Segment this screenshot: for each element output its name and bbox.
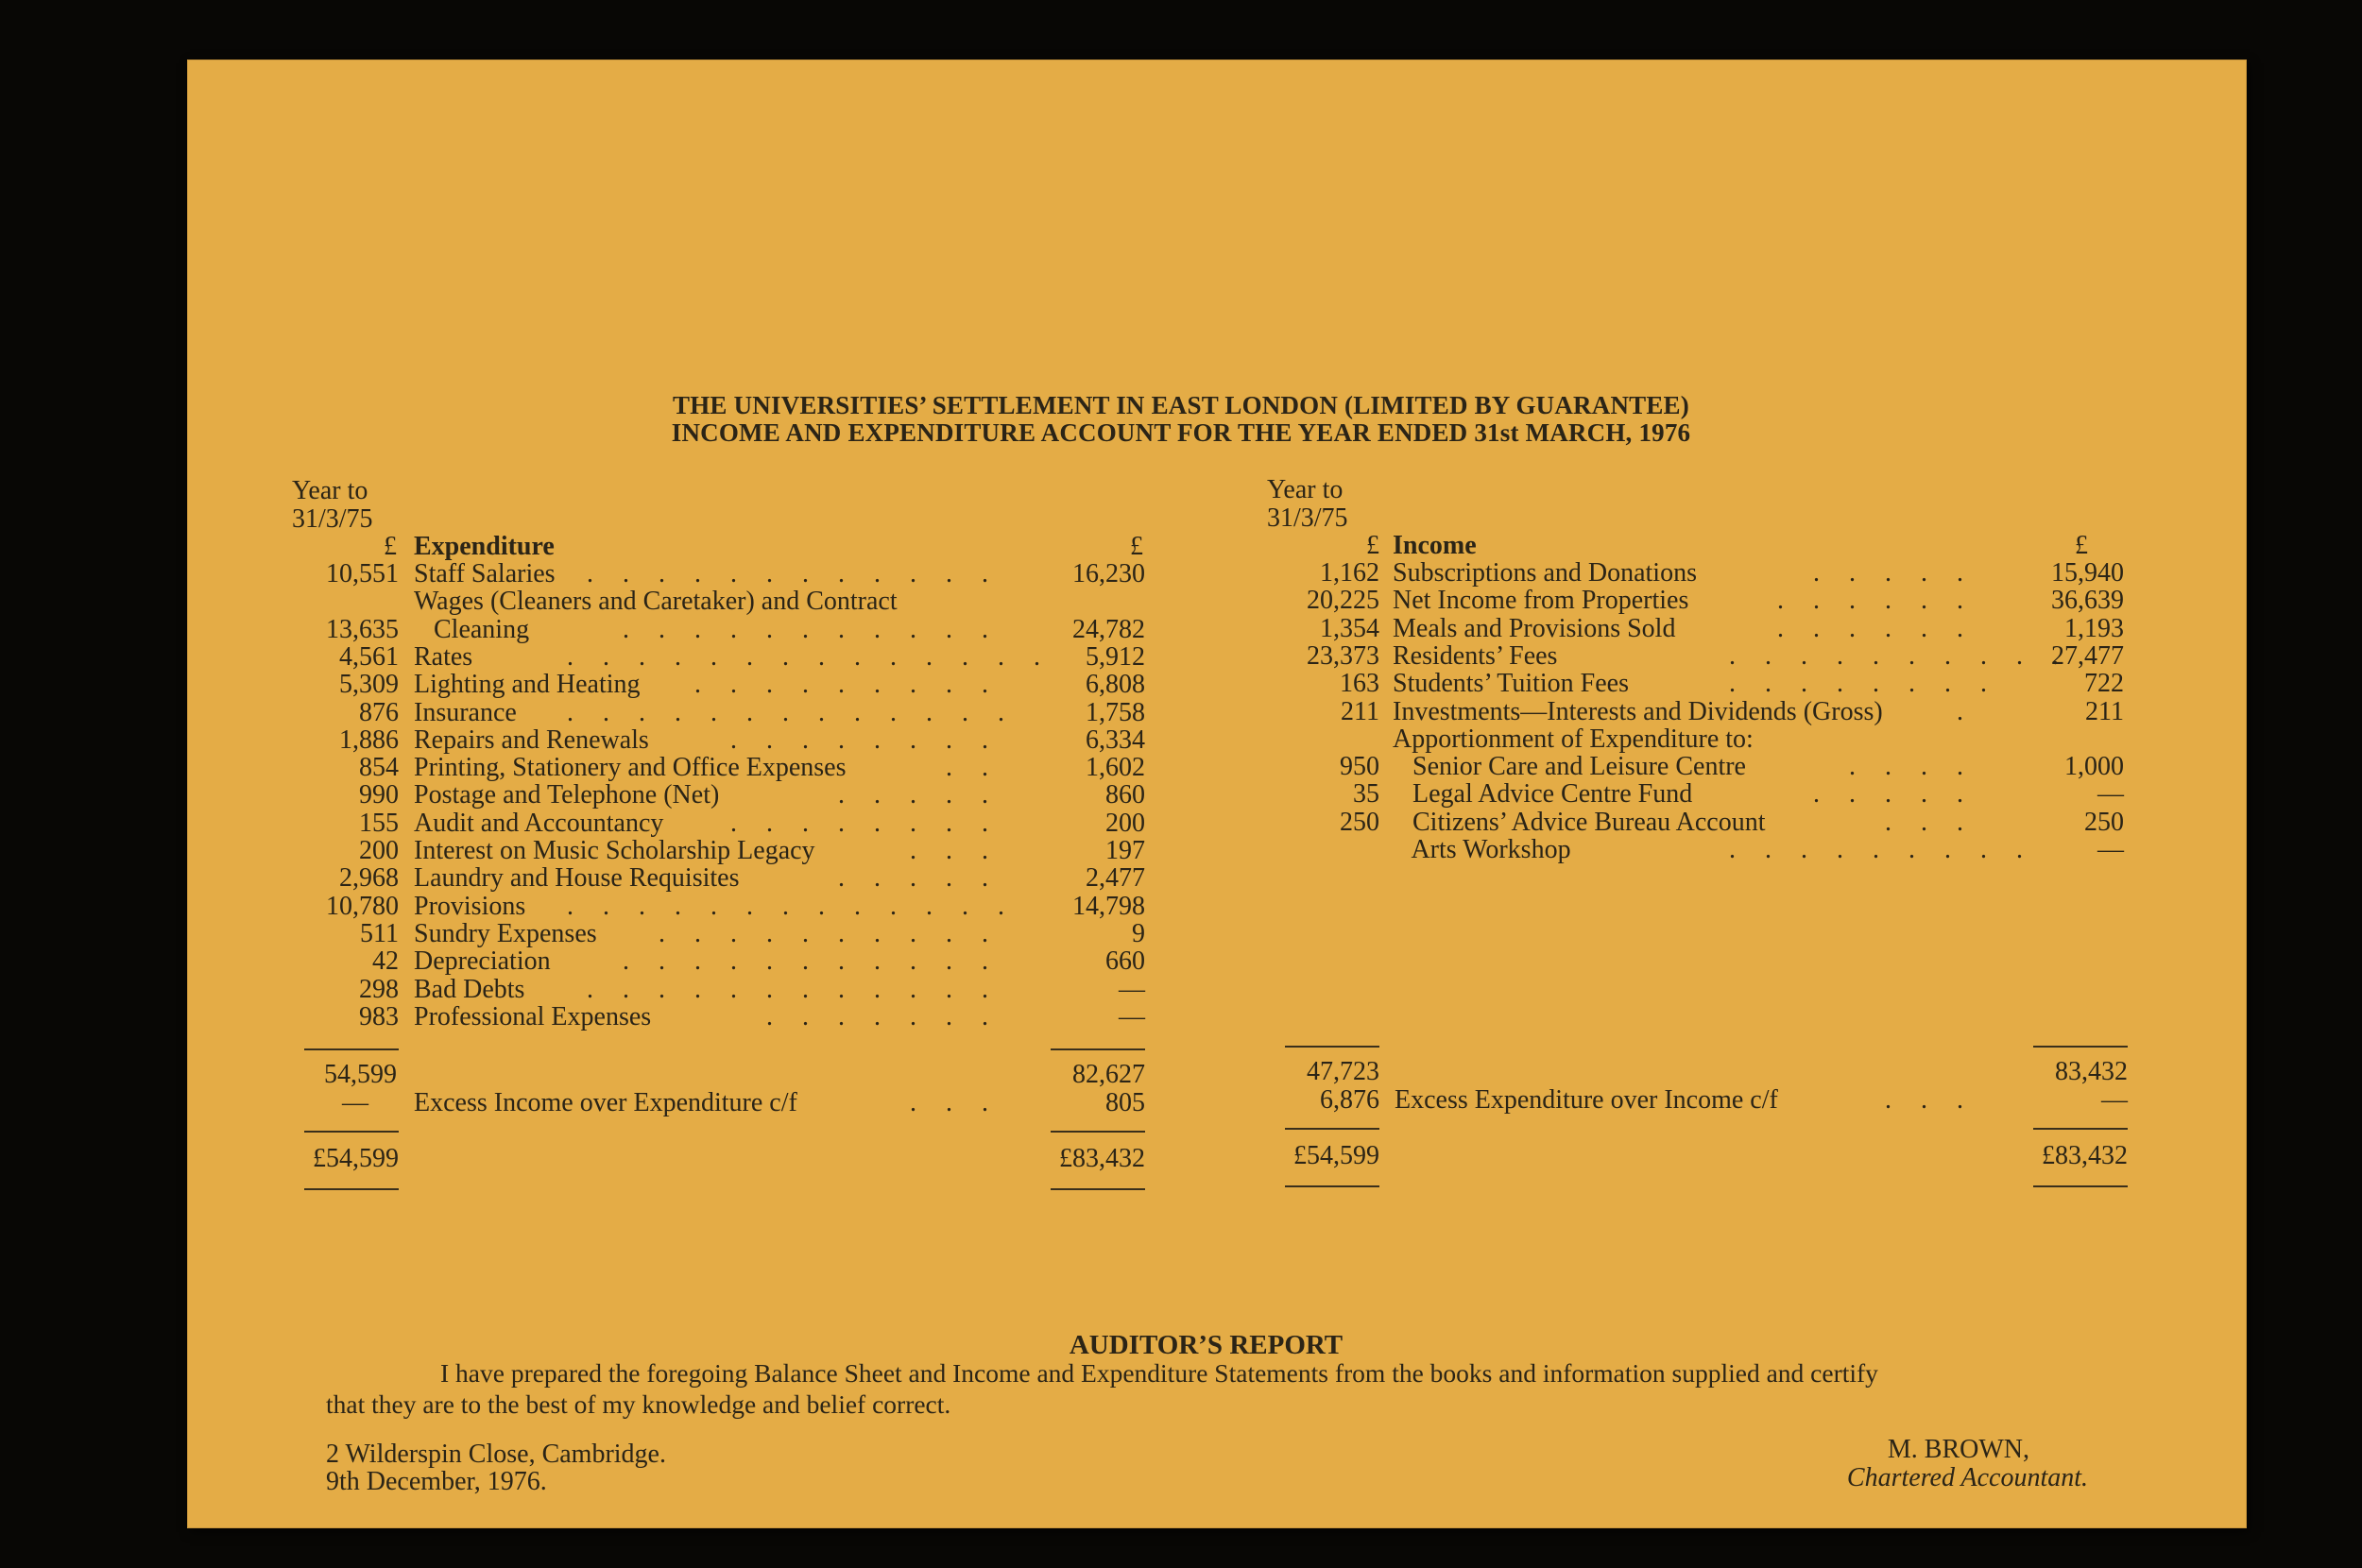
- income-row-prev: 23,373: [1307, 640, 1379, 671]
- expenditure-row-curr: 197: [1105, 836, 1145, 865]
- expenditure-curr-currency: £: [1130, 532, 1143, 561]
- expenditure-row-prev: 511: [360, 918, 399, 948]
- expenditure-row-leader-dots: . . . . . . .: [766, 1001, 1000, 1031]
- auditor-address: 2 Wilderspin Close, Cambridge.: [326, 1440, 666, 1469]
- expenditure-prev-subtotal: 54,599: [324, 1060, 397, 1089]
- expenditure-row-leader-dots: . .: [946, 753, 1000, 783]
- expenditure-row-curr: 9: [1132, 918, 1145, 948]
- expenditure-row-prev: 5,309: [339, 670, 399, 700]
- auditor-date: 9th December, 1976.: [326, 1467, 547, 1496]
- expenditure-row-leader-dots: . . . . . . . . . . . . . .: [567, 641, 1052, 672]
- income-row-leader-dots: .: [1957, 696, 1975, 726]
- expenditure-row-label: Bad Debts: [414, 974, 525, 1004]
- income-excess-prev: 6,876: [1320, 1085, 1379, 1115]
- expenditure-row-label: Laundry and House Requisites: [414, 863, 740, 894]
- document-title: THE UNIVERSITIES’ SETTLEMENT IN EAST LONDON (LIMITED BY GUARANTEE): [673, 391, 1689, 419]
- expenditure-row-label: Sundry Expenses: [414, 918, 597, 948]
- income-prev-currency: £: [1366, 531, 1379, 560]
- expenditure-row-leader-dots: . . . . . . . . . . .: [623, 614, 1000, 644]
- expenditure-excess-label: Excess Income over Expenditure c/f: [414, 1088, 797, 1117]
- expenditure-row-curr: 1,758: [1086, 697, 1145, 727]
- expenditure-prev-subtotal-rule: [304, 1048, 399, 1050]
- expenditure-row-prev: 155: [359, 808, 399, 838]
- income-curr-subtotal-rule: [2033, 1046, 2128, 1048]
- expenditure-row-label: Repairs and Renewals: [414, 724, 649, 755]
- income-row-label: Senior Care and Leisure Centre: [1393, 752, 1746, 782]
- expenditure-year-label: Year to: [292, 476, 368, 505]
- income-row-leader-dots: . . . .: [1849, 752, 1975, 782]
- expenditure-row-curr: 6,334: [1086, 724, 1145, 755]
- auditor-text-line1: I have prepared the foregoing Balance Sheet and Income and Expenditure Statements from the books and information supplied and certify: [440, 1358, 1878, 1388]
- expenditure-row-prev: 990: [359, 780, 399, 810]
- expenditure-row-leader-dots: . . . . . . . . . .: [659, 918, 1000, 948]
- income-row-leader-dots: . . . . . . . . . .: [1729, 640, 2070, 671]
- expenditure-row-label: Rates: [414, 641, 473, 672]
- expenditure-row-leader-dots: . . . . . . . . . . . .: [587, 974, 1000, 1004]
- expenditure-row-prev: 1,886: [339, 724, 399, 755]
- expenditure-row-leader-dots: . . . . . . . . . . . . .: [567, 891, 1016, 921]
- expenditure-row-prev: 42: [372, 946, 399, 977]
- income-prev-total-rule: [1285, 1128, 1379, 1130]
- income-row-curr: —: [2097, 779, 2124, 810]
- expenditure-curr-double-rule: [1051, 1188, 1145, 1190]
- expenditure-row-leader-dots: . . . . . . . . . . .: [623, 946, 1000, 977]
- expenditure-row-curr: 2,477: [1086, 863, 1145, 894]
- expenditure-excess-curr: 805: [1105, 1088, 1145, 1117]
- income-row-leader-dots: . . . . .: [1813, 558, 1975, 588]
- expenditure-row-prev: 10,551: [326, 559, 399, 588]
- income-row-leader-dots: . . . . . .: [1777, 613, 1975, 643]
- income-row-prev: 1,162: [1320, 558, 1379, 588]
- expenditure-row-label: Professional Expenses: [414, 1001, 652, 1031]
- expenditure-row-curr: 200: [1105, 808, 1145, 838]
- expenditure-row-leader-dots: . . . . . . . . . . . .: [587, 559, 1000, 588]
- expenditure-row-label: Provisions: [414, 891, 526, 921]
- expenditure-row-label: Insurance: [414, 697, 517, 727]
- income-row-prev: 1,354: [1320, 613, 1379, 643]
- income-row-label: Investments—Interests and Dividends (Gross): [1393, 696, 1883, 726]
- expenditure-heading: Expenditure: [414, 532, 555, 561]
- income-year-label: Year to: [1267, 475, 1344, 504]
- income-row-curr: 27,477: [2051, 640, 2124, 671]
- expenditure-row-prev: 10,780: [326, 891, 399, 921]
- income-row-label: Apportionment of Expenditure to:: [1393, 724, 1754, 754]
- expenditure-curr-subtotal-rule: [1051, 1048, 1145, 1050]
- income-row-curr: 36,639: [2051, 586, 2124, 616]
- expenditure-row-leader-dots: . . . . . . . . . . . . .: [567, 697, 1016, 727]
- income-row-leader-dots: . . . . . . . .: [1729, 669, 1998, 699]
- income-row-label: Residents’ Fees: [1393, 640, 1558, 671]
- expenditure-row-label: Staff Salaries: [414, 559, 556, 588]
- expenditure-row-leader-dots: . . .: [910, 836, 1000, 865]
- expenditure-row-leader-dots: . . . . . . . .: [730, 724, 1000, 755]
- expenditure-row-label: Lighting and Heating: [414, 670, 641, 700]
- income-excess-dots: . . .: [1885, 1085, 1975, 1115]
- income-prev-double-rule: [1285, 1185, 1379, 1187]
- income-row-curr: 250: [2084, 807, 2124, 837]
- expenditure-row-curr: 6,808: [1086, 670, 1145, 700]
- expenditure-row-prev: 298: [359, 974, 399, 1004]
- income-row-label: Subscriptions and Donations: [1393, 558, 1697, 588]
- expenditure-row-prev: 983: [359, 1001, 399, 1031]
- expenditure-row-label: Audit and Accountancy: [414, 808, 664, 838]
- income-row-label: Arts Workshop: [1393, 835, 1571, 864]
- income-row-curr: —: [2097, 835, 2124, 864]
- income-year-date: 31/3/75: [1267, 503, 1348, 533]
- expenditure-prev-currency: £: [384, 532, 397, 561]
- expenditure-excess-dots: . . .: [910, 1088, 1000, 1117]
- income-row-curr: 722: [2084, 669, 2124, 699]
- income-row-label: Meals and Provisions Sold: [1393, 613, 1676, 643]
- expenditure-row-prev: 876: [359, 697, 399, 727]
- document-subtitle: INCOME AND EXPENDITURE ACCOUNT FOR THE YEAR ENDED 31st MARCH, 1976: [671, 418, 1691, 447]
- income-curr-total: £83,432: [2042, 1141, 2128, 1170]
- income-row-leader-dots: . . . . .: [1813, 779, 1975, 810]
- income-curr-total-rule: [2033, 1128, 2128, 1130]
- income-row-leader-dots: . . . . . .: [1777, 586, 1975, 616]
- expenditure-row-label: Wages (Cleaners and Caretaker) and Contract: [414, 587, 898, 617]
- income-prev-subtotal: 47,723: [1307, 1057, 1379, 1086]
- expenditure-row-curr: 24,782: [1072, 614, 1145, 644]
- income-prev-total: £54,599: [1293, 1141, 1379, 1170]
- expenditure-row-label: Cleaning: [414, 614, 530, 644]
- expenditure-year-date: 31/3/75: [292, 504, 373, 534]
- expenditure-row-curr: —: [1119, 1001, 1145, 1031]
- income-row-label: Students’ Tuition Fees: [1393, 669, 1629, 699]
- expenditure-row-leader-dots: . . . . .: [838, 780, 1000, 810]
- income-row-label: Citizens’ Advice Bureau Account: [1393, 807, 1766, 837]
- income-row-leader-dots: . . .: [1885, 807, 1975, 837]
- auditor-heading: AUDITOR’S REPORT: [1069, 1330, 1344, 1360]
- expenditure-prev-total-rule: [304, 1131, 399, 1133]
- expenditure-curr-total-rule: [1051, 1131, 1145, 1133]
- expenditure-row-prev: 2,968: [339, 863, 399, 894]
- expenditure-row-leader-dots: . . . . . . . .: [730, 808, 1000, 838]
- expenditure-curr-total: £83,432: [1059, 1144, 1145, 1173]
- expenditure-curr-subtotal: 82,627: [1072, 1060, 1145, 1089]
- expenditure-row-label: Interest on Music Scholarship Legacy: [414, 836, 815, 865]
- income-curr-currency: £: [2075, 531, 2088, 560]
- income-excess-label: Excess Expenditure over Income c/f: [1395, 1085, 1778, 1115]
- income-row-label: Legal Advice Centre Fund: [1393, 779, 1693, 810]
- income-row-prev: 250: [1340, 807, 1379, 837]
- expenditure-row-curr: 660: [1105, 946, 1145, 977]
- auditor-title: Chartered Accountant.: [1846, 1463, 2088, 1492]
- expenditure-prev-double-rule: [304, 1188, 399, 1190]
- expenditure-row-leader-dots: . . . . . . . . .: [694, 670, 1000, 700]
- expenditure-excess-prev: —: [342, 1088, 368, 1117]
- expenditure-row-curr: 860: [1105, 780, 1145, 810]
- expenditure-row-curr: —: [1119, 974, 1145, 1004]
- expenditure-prev-total: £54,599: [313, 1144, 399, 1173]
- expenditure-row-prev: 200: [359, 836, 399, 865]
- auditor-name: M. BROWN,: [1887, 1435, 2029, 1464]
- income-row-prev: 950: [1340, 752, 1379, 782]
- income-heading: Income: [1393, 531, 1477, 560]
- income-excess-curr: —: [2101, 1085, 2128, 1115]
- expenditure-row-label: Depreciation: [414, 946, 551, 977]
- expenditure-row-label: Postage and Telephone (Net): [414, 780, 720, 810]
- income-prev-subtotal-rule: [1285, 1046, 1379, 1048]
- income-row-prev: 211: [1341, 696, 1379, 726]
- income-curr-subtotal: 83,432: [2055, 1057, 2128, 1086]
- expenditure-row-curr: 1,602: [1086, 753, 1145, 783]
- income-row-curr: 1,000: [2064, 752, 2124, 782]
- income-row-curr: 1,193: [2064, 613, 2124, 643]
- auditor-text-line2: that they are to the best of my knowledge and belief correct.: [326, 1389, 951, 1419]
- income-curr-double-rule: [2033, 1185, 2128, 1187]
- income-row-prev: 35: [1353, 779, 1379, 810]
- income-row-prev: 163: [1340, 669, 1379, 699]
- income-row-prev: 20,225: [1307, 586, 1379, 616]
- expenditure-row-curr: 16,230: [1072, 559, 1145, 588]
- expenditure-row-curr: 5,912: [1086, 641, 1145, 672]
- expenditure-row-prev: 4,561: [339, 641, 399, 672]
- income-row-label: Net Income from Properties: [1393, 586, 1689, 616]
- income-row-curr: 211: [2085, 696, 2124, 726]
- expenditure-row-label: Printing, Stationery and Office Expenses: [414, 753, 847, 783]
- expenditure-row-leader-dots: . . . . .: [838, 863, 1000, 894]
- expenditure-row-prev: 854: [359, 753, 399, 783]
- expenditure-row-prev: 13,635: [326, 614, 399, 644]
- expenditure-row-curr: 14,798: [1072, 891, 1145, 921]
- income-row-curr: 15,940: [2051, 558, 2124, 588]
- income-row-leader-dots: . . . . . . . . .: [1729, 835, 2034, 864]
